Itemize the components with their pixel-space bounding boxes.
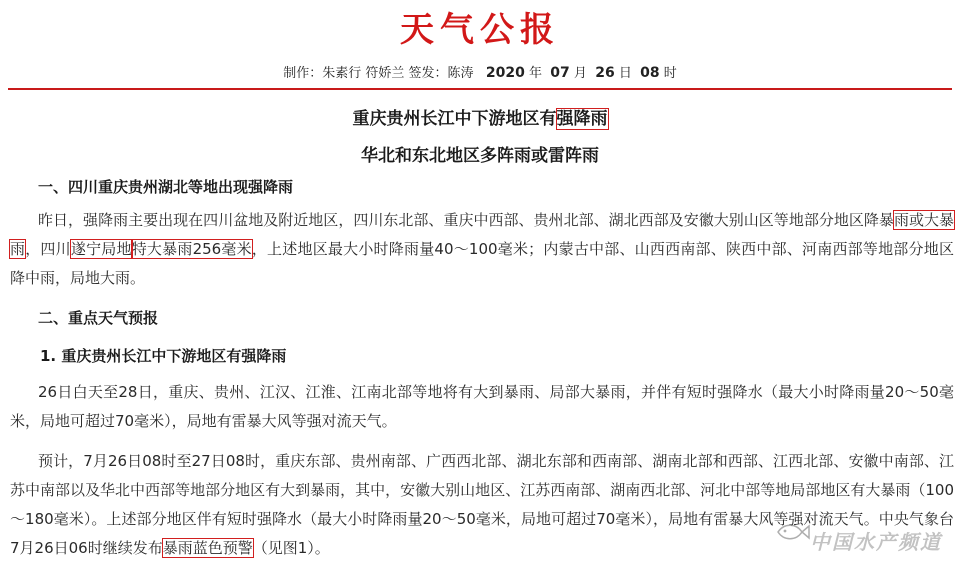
section-1-heading: 一、四川重庆贵州湖北等地出现强降雨 — [38, 178, 294, 196]
para-1-highlight-3: 特大暴雨256毫米 — [131, 240, 252, 258]
section-2-subheading: 1. 重庆贵州长江中下游地区有强降雨 — [40, 347, 287, 365]
month-unit: 月 — [573, 66, 587, 81]
month-value: 07 — [550, 65, 570, 81]
headline-1-highlight: 强降雨 — [556, 109, 608, 129]
para-1-text-b: ，四川 — [25, 240, 71, 258]
year-unit: 年 — [529, 66, 543, 81]
headline-1-text: 重庆贵州长江中下游地区有 — [352, 109, 557, 129]
section-1-paragraph — [10, 206, 954, 293]
year-value: 2020 — [485, 65, 525, 81]
producers-label: 制作：朱素行 符娇兰 签发：陈涛 — [283, 66, 474, 81]
header-divider — [8, 88, 952, 90]
para-1-highlight-2: 遂宁局地 — [70, 240, 132, 258]
para-1-highlight-1: 雨或大暴雨 — [10, 211, 954, 258]
watermark-text: 中国水产频道 — [810, 530, 942, 554]
para-1-text-a: 昨日，强降雨主要出现在四川盆地及附近地区，四川东北部、重庆中西部、贵州北部、湖北西部及安徽大别山区等地部分地区降暴 — [38, 211, 894, 229]
watermark-fish-icon — [776, 521, 810, 543]
section-2-heading: 二、重点天气预报 — [38, 309, 159, 327]
para-3-text-b: （见图1）。 — [252, 539, 330, 557]
bulletin-title: 天气公报 — [400, 10, 560, 50]
para-1-text-c: ，上述地区最大小时降雨量40～100毫米；内蒙古中部、山西西南部、陕西中部、河南西部等地部分地区降中雨，局地大雨。 — [10, 240, 954, 287]
day-value: 26 — [595, 65, 615, 81]
bulletin-meta — [0, 62, 960, 81]
hour-value: 08 — [640, 65, 660, 81]
section-2-paragraph-1: 26日白天至28日，重庆、贵州、江汉、江淮、江南北部等地将有大到暴雨、局部大暴雨，并伴有短时强降水（最大小时降雨量20～50毫米，局地可超过70毫米），局地有雷暴大风等强对流天气。 — [10, 383, 954, 430]
day-unit: 日 — [618, 66, 632, 81]
para-3-highlight: 暴雨蓝色预警 — [162, 539, 253, 557]
headline-1 — [0, 104, 960, 129]
headline-2: 华北和东北地区多阵雨或雷阵雨 — [361, 146, 599, 166]
para-3-text-a: 预计，7月26日08时至27日08时，重庆东部、贵州南部、广西西北部、湖北东部和西南部、湖南北部和西部、江西北部、安徽中南部、江苏中南部以及华北中西部等地部分地区有大到暴雨，其中，安徽大别山地区、江苏西南部、湖南西北部、河北中部等地局部地区有大暴雨（100～180毫米）。上述部分地区伴有短时强降水（最大小时降雨量20～50毫米，局地可超过70毫米），局地有雷暴大风等强对流天气。中央气象台7月26日06时继续发布 — [10, 452, 954, 557]
hour-unit: 时 — [663, 66, 677, 81]
